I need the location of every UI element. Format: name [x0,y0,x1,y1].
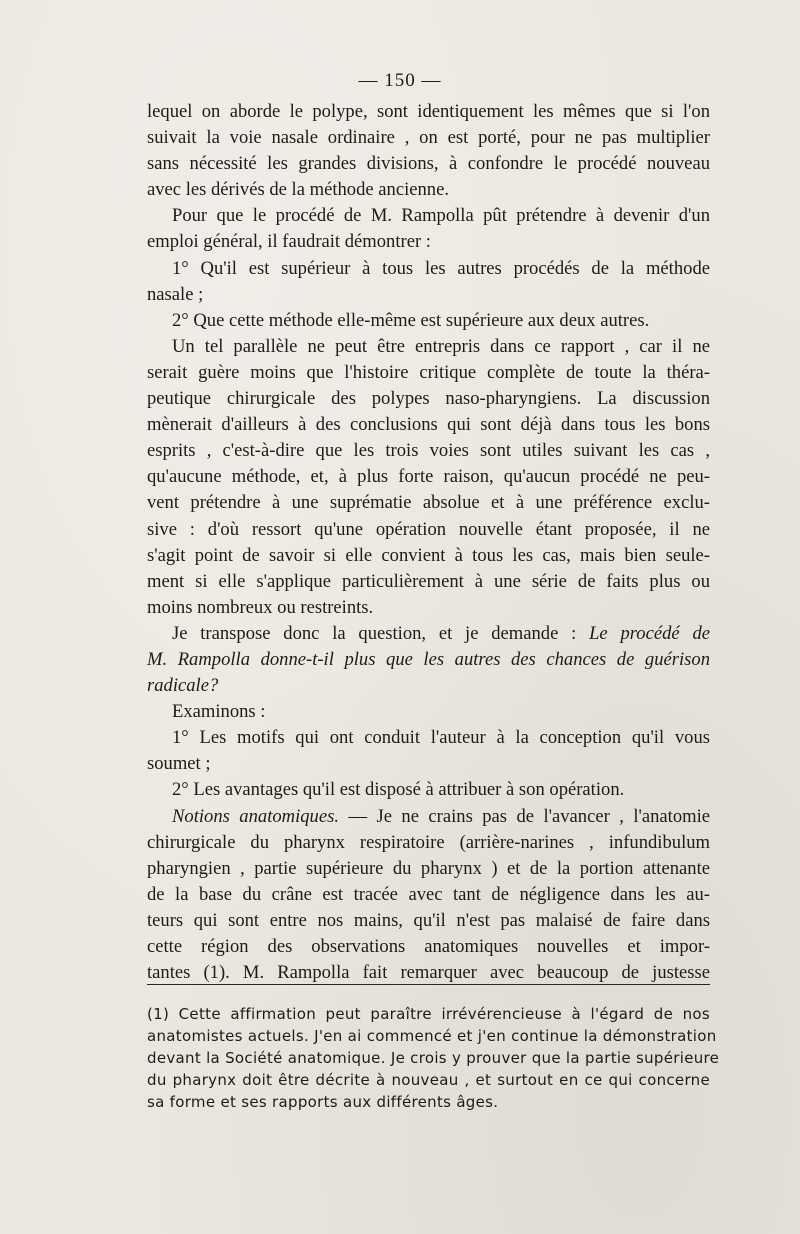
footnote-line: du pharynx doit être décrite à nouveau , et surtout en ce qui concerne [147,1071,710,1089]
text-line: peutique chirurgicale des polypes naso-pharyngiens. La discussion [147,388,710,410]
text-line: Examinons : [172,701,266,723]
footnote-line: (1) Cette affirmation peut paraître irrévérencieuse à l'égard de nos [147,1005,710,1023]
text-line: emploi général, il faudrait démontrer : [147,231,431,253]
section-heading: Notions anatomiques. [172,805,339,827]
question-line [147,621,710,647]
text-line: qu'aucune méthode, et, à plus forte raison, qu'aucun procédé ne peu- [147,466,710,488]
text-line: s'agit point de savoir si elle convient à tous les cas, mais bien seule- [147,544,710,566]
text-line: chirurgicale du pharynx respiratoire (arrière-narines , infundibulum [147,831,710,853]
notions-rest: — Je ne crains pas de l'avancer , l'anatomie [339,805,711,827]
text-line: Un tel parallèle ne peut être entrepris dans ce rapport , car il ne [172,335,710,357]
question-italic: Le procédé de [589,622,710,644]
text-line: teurs qui sont entre nos mains, qu'il n'est pas malaisé de faire dans [147,909,710,931]
text-line: sive : d'où ressort qu'une opération nouvelle étant proposée, il ne [147,518,710,540]
text-line: 1° Les motifs qui ont conduit l'auteur à la conception qu'il vous [172,727,710,749]
text-line: tantes (1). M. Rampolla fait remarquer avec beaucoup de justesse [147,962,710,984]
text-line: ment si elle s'applique particulièrement à une série de faits plus ou [147,570,710,592]
question-italic-line: radicale? [147,675,219,697]
footnote-line: sa forme et ses rapports aux différents âges. [147,1093,499,1111]
text-line: cette région des observations anatomiques nouvelles et impor- [147,936,710,957]
text-line: 1° Qu'il est supérieur à tous les autres procédés de la méthode [172,257,710,279]
footnote-separator [147,984,710,985]
text-line: lequel on aborde le polype, sont identiquement les mêmes que si l'on [147,101,710,122]
footnote-line: devant la Société anatomique. Je crois y prouver que la partie supérieure [147,1049,720,1067]
text-line: soumet ; [147,753,211,775]
text-line: nasale ; [147,283,204,305]
page-number: — 150 — [358,70,442,91]
text-line: mènerait d'ailleurs à des conclusions qui sont déjà dans tous les bons [147,414,710,436]
text-line: sans nécessité les grandes divisions, à confondre le procédé nouveau [147,153,710,175]
text-line: vent prétendre à une suprématie absolue et à une préférence exclu- [147,492,710,514]
main-text [147,99,710,986]
text-line: 2° Que cette méthode elle-même est supérieure aux deux autres. [172,309,650,331]
notions-line [147,804,710,830]
text-line: serait guère moins que l'histoire critique complète de toute la théra- [147,361,710,383]
text-line: pharyngien , partie supérieure du pharynx ) et de la portion attenante [147,857,710,879]
text-line: de la base du crâne est tracée avec tant de négligence dans les au- [147,883,710,905]
footnote [147,1003,720,1113]
text-line: 2° Les avantages qu'il est disposé à attribuer à son opération. [172,779,625,801]
question-intro: Je transpose donc la question, et je demande : [172,622,590,644]
text-line: moins nombreux ou restreints. [147,596,374,618]
question-italic-line: M. Rampolla donne-t-il plus que les autres des chances de guérison [147,648,710,670]
text-line: Pour que le procédé de M. Rampolla pût prétendre à devenir d'un [172,205,710,227]
text-line: esprits , c'est-à-dire que les trois voies sont utiles suivant les cas , [147,440,710,462]
footnote-line: anatomistes actuels. J'en ai commencé et j'en continue la démonstration [147,1027,717,1045]
text-line: suivait la voie nasale ordinaire , on est porté, pour ne pas multiplier [147,127,710,149]
text-line: avec les dérivés de la méthode ancienne. [147,179,450,201]
